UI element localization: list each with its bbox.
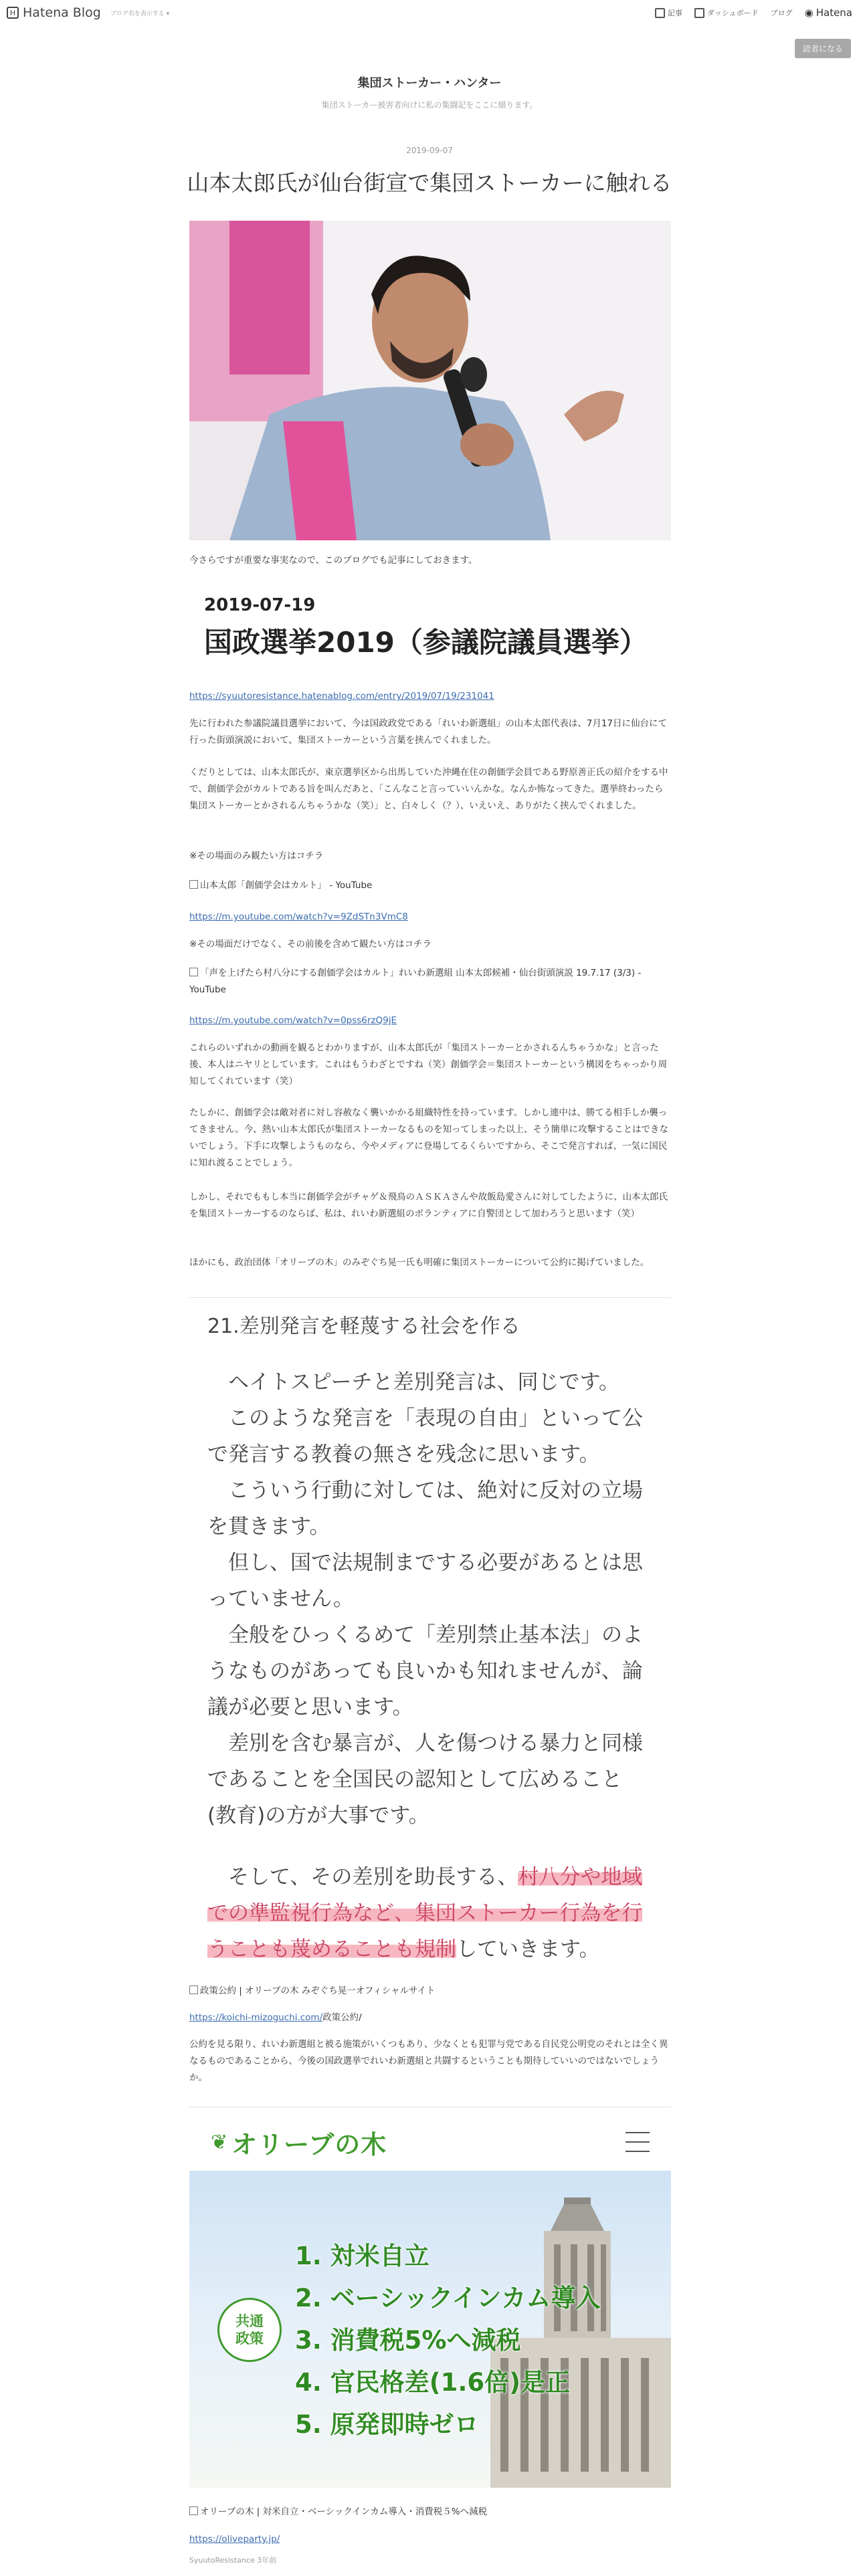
blog-description: 集団ストーカー被害者向けに私の集闘記をここに綴ります。	[321, 100, 538, 110]
policy-paragraph-2: このような発言を「表現の自由」といって公で発言する教養の無さを残念に思います。	[207, 1406, 643, 1467]
olive-policy-item: 3. 消費税5%へ減税	[295, 2326, 521, 2355]
badge-line-1: 共通	[235, 2313, 264, 2329]
youtube-card-1[interactable]	[189, 877, 671, 894]
policy-last-prefix: そして、その差別を助長する、	[228, 1865, 518, 1889]
olive-link[interactable]: https://oliveparty.jp/	[189, 2534, 280, 2545]
policy-paragraph-1: ヘイトスピーチと差別発言は、同じです。	[228, 1370, 619, 1394]
pencil-icon	[655, 8, 665, 18]
entry-author-footer[interactable]: SyuutoResistance 3年前	[189, 2556, 277, 2565]
youtube-link-2[interactable]: https://m.youtube.com/watch?v=0pss6rzQ9jE	[189, 1015, 397, 1026]
olive-card-title: オリーブの木 | 対米自立・ベーシックインカム導入・消費税５%へ減税	[200, 2506, 488, 2517]
policy-last-suffix: していきます。	[456, 1937, 600, 1961]
olive-leaf-icon: ❦	[211, 2130, 228, 2154]
dashboard-link[interactable]	[694, 7, 759, 18]
paragraph-1: 先に行われた参議院議員選挙において、今は国政政党である「れいわ新選組」の山本太郎代表は、7月17日に仙台にて行った街頭演説において、集団ストーカーという言葉を挟んでくれました。	[189, 718, 667, 746]
olive-logo: オリーブの木	[231, 2129, 387, 2159]
broken-image-icon	[189, 1985, 198, 1994]
dashboard-icon	[694, 8, 704, 18]
policy-link-line	[189, 2010, 671, 2026]
olive-policy-item: 5. 原発即時ゼロ	[295, 2410, 479, 2439]
hero-photo	[189, 221, 671, 540]
broken-image-icon	[189, 2506, 198, 2515]
hamburger-menu-icon	[626, 2132, 650, 2152]
blog-label: ブログ	[770, 9, 793, 17]
speaker-photo-illustration	[189, 221, 671, 540]
hatena-blog-logo-text: Hatena Blog	[23, 5, 101, 20]
youtube-card-2-title: 「声を上げたら村八分にする創価学会はカルト」れいわ新選組 山本太郎候補・仙台街頭演説 19.7.17 (3/3) - YouTube	[189, 968, 642, 995]
youtube-card-2[interactable]	[189, 965, 671, 998]
paragraph-4: ※その場面だけでなく、その前後を含めて観たい方はコチラ	[189, 939, 432, 950]
dashboard-label: ダッシュボード	[706, 9, 759, 17]
paragraph-2: くだりとしては、山本太郎氏が、東京選挙区から出馬していた沖縄在住の創価学会員である野原善正氏の紹介をする中で、創価学会がカルトである旨を叫んだあと、「こんなこと言っていいんかな。なんか怖なってきた。選挙終わったら集団ストーカーとかされるんちゃうかな（笑）」と、白々しく（？）、いえいえ、ありがたく挟んでくれました。	[189, 767, 668, 811]
global-header	[0, 0, 859, 25]
policy-paragraph-highlighted	[207, 1859, 646, 1967]
quoted-entry-date[interactable]: 2019-07-19	[204, 595, 316, 615]
olive-policy-item: 1. 対米自立	[295, 2242, 430, 2270]
intro-text: 今さらですが重要な事実なので、このブログでも記事にしておきます。	[189, 555, 478, 566]
policy-heading: 21.差別発言を軽蔑する社会を作る	[207, 1315, 520, 1338]
olive-banner	[189, 2171, 671, 2488]
common-policy-badge	[217, 2298, 282, 2362]
olive-header	[189, 2113, 671, 2171]
write-entry-link[interactable]	[655, 7, 682, 18]
hatena-blog-logo-icon: H	[7, 7, 19, 19]
blog-switcher[interactable]: ブログ名を表示する ▾	[110, 10, 170, 17]
quoted-entry-title[interactable]: 国政選挙2019（参議院議員選挙）	[204, 626, 648, 659]
quoted-entry-link[interactable]: https://syuutoresistance.hatenablog.com/entry/2019/07/19/231041	[189, 691, 494, 702]
policy-link[interactable]: https://koichi-mizoguchi.com/	[189, 2012, 323, 2023]
subscribe-button[interactable]: 読者になる	[795, 39, 851, 58]
policy-paragraph-6: 差別を含む暴言が、人を傷つける暴力と同様であることを全国民の認知として広めること(教育)の方が大事です。	[207, 1731, 643, 1828]
entry-title[interactable]: 山本太郎氏が仙台街宣で集団ストーカーに触れる	[187, 170, 672, 196]
olive-policy-list	[295, 2235, 600, 2446]
paragraph-6: たしかに、創価学会は敵対者に対し容赦なく襲いかかる組織特性を持っています。しかし連中は、勝てる相手しか襲ってきません。今、熱い山本太郎氏が集団ストーカーなるものを知ってしまった以上、そう簡単に攻撃することはできないでしょう。下手に攻撃しようものなら、今やメディアに登場してるくらいですから、そこで発言すれば、一気に国民に知れ渡ることでしょう。	[189, 1107, 669, 1168]
divider	[189, 1297, 671, 1298]
olive-party-image[interactable]	[189, 2113, 671, 2488]
paragraph-8: ほかにも、政治団体「オリーブの木」のみぞぐち晃一氏も明確に集団ストーカーについて公約に掲げていました。	[189, 1257, 650, 1268]
hatena-icon: ◉	[804, 7, 814, 19]
paragraph-9: 公約を見る限り、れいわ新選組と被る施策がいくつもあり、少なくとも犯罪与党である自民党公明党のそれとは全く異なるものであることから、今後の国政選挙でれいわ新選組と共闘するということも期待していいのではないでしょうか。	[189, 2039, 668, 2083]
paragraph-5: これらのいずれかの動画を観るとわかりますが、山本太郎氏が「集団ストーカーとかされるんちゃうかな」と言った後、本人はニヤリとしています。これはもうわざとですね（笑）創価学会＝集団ストーカーという構図をちゃっかり周知してくれています（笑）	[189, 1043, 668, 1087]
hatena-blog-logo[interactable]	[7, 5, 101, 20]
hatena-label: Hatena	[816, 7, 852, 19]
blog-title[interactable]: 集団ストーカー・ハンター	[357, 76, 502, 90]
paragraph-3: ※その場面のみ観たい方はコチラ	[189, 851, 324, 861]
entry-date[interactable]: 2019-09-07	[406, 146, 453, 155]
policy-link-suffix: 政策公約/	[322, 2012, 362, 2023]
policy-card[interactable]	[189, 1983, 671, 2000]
broken-image-icon	[189, 880, 198, 889]
blog-link[interactable]	[771, 7, 793, 18]
youtube-link-1[interactable]: https://m.youtube.com/watch?v=9ZdSTn3VmC8	[189, 911, 408, 922]
policy-paragraph-5: 全般をひっくるめて「差別禁止基本法」のようなものがあっても良いかも知れませんが、論議が必要と思います。	[207, 1623, 643, 1719]
policy-paragraph-4: 但し、国で法規制までする必要があるとは思っていません。	[207, 1551, 643, 1611]
olive-policy-item: 4. 官民格差(1.6倍)是正	[295, 2368, 571, 2397]
policy-paragraph-3: こういう行動に対しては、絶対に反対の立場を貫きます。	[207, 1479, 643, 1539]
paragraph-7: しかし、それでももし本当に創価学会がチャゲ＆飛鳥のＡＳＫＡさんや故飯島愛さんに対してしたように、山本太郎氏を集団ストーカーするのならば、私は、れいわ新選組のボランティアに自警団として加わろうと思います（笑）	[189, 1192, 668, 1219]
policy-card-title: 政策公約 | オリーブの木 みぞぐち晃一オフィシャルサイト	[200, 1985, 436, 1996]
policy-highlight: 村八分や地域での準監視行為など、集団ストーカー行為を行うことも蔑めることも規制	[207, 1865, 643, 1961]
badge-line-2: 政策	[235, 2331, 264, 2347]
write-entry-label: 記事	[667, 9, 682, 17]
olive-policy-item: 2. ベーシックインカム導入	[295, 2284, 601, 2313]
header-actions	[655, 7, 852, 19]
hatena-link[interactable]	[805, 7, 852, 19]
youtube-card-1-title: 山本太郎「創価学会はカルト」 - YouTube	[200, 880, 373, 891]
broken-image-icon	[189, 968, 198, 976]
olive-card[interactable]	[189, 2504, 671, 2520]
